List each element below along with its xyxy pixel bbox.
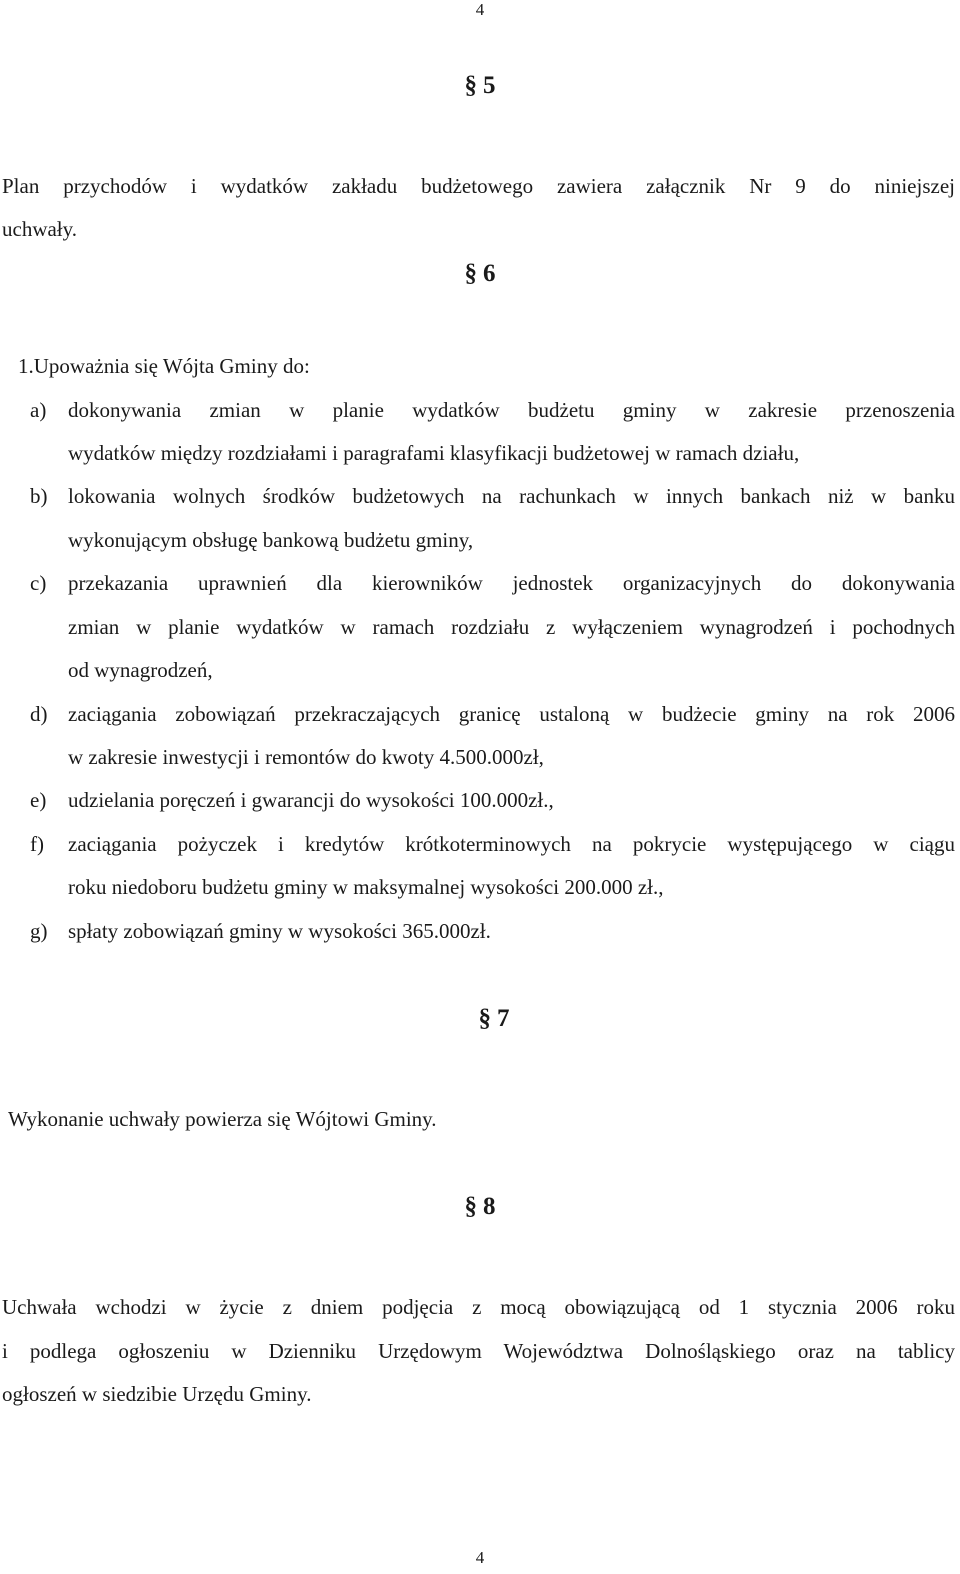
list-item-text: przekazania uprawnień dla kierowników jednostek organizacyjnych do dokonywania <box>68 571 955 595</box>
list-item-letter: a) <box>30 398 47 422</box>
page-number-bottom: 4 <box>475 1548 485 1567</box>
list-item-letter: e) <box>30 788 47 812</box>
list-item-a-cont: wydatków między rozdziałami i paragrafami klasyfikacji budżetowej w ramach działu, <box>68 441 800 465</box>
section-heading-6 <box>0 260 960 288</box>
section-number: 8 <box>483 1193 496 1220</box>
list-item-text: zaciągania pożyczek i kredytów krótkoterminowych na pokrycie występującego w ciągu <box>68 832 955 856</box>
s8-text-line-1: Uchwała wchodzi w życie z dniem podjęcia z mocą obowiązującą od 1 stycznia 2006 roku <box>2 1295 955 1319</box>
section-number: 7 <box>497 1005 510 1032</box>
section-number: 6 <box>483 260 496 287</box>
s8-text-line-2: i podlega ogłoszeniu w Dzienniku Urzędowym Województwa Dolnośląskiego oraz na tablicy <box>2 1339 955 1363</box>
list-item-letter: d) <box>30 702 48 726</box>
s5-text-line-2: uchwały. <box>2 217 78 241</box>
list-item-f-cont: roku niedoboru budżetu gminy w maksymalnej wysokości 200.000 zł., <box>68 875 664 899</box>
list-item-d-cont: w zakresie inwestycji i remontów do kwoty 4.500.000zł, <box>68 745 544 769</box>
section-number: 5 <box>483 72 496 99</box>
s7-text: Wykonanie uchwały powierza się Wójtowi Gminy. <box>8 1107 437 1131</box>
section-heading-5 <box>0 72 960 100</box>
s8-text-line-3: ogłoszeń w siedzibie Urzędu Gminy. <box>2 1382 312 1406</box>
list-item-text: zaciągania zobowiązań przekraczających granicę ustaloną w budżecie gminy na rok 2006 <box>68 702 955 726</box>
section-symbol: § <box>464 72 477 99</box>
section-symbol: § <box>464 260 477 287</box>
list-item-text: udzielania poręczeń i gwarancji do wysokości 100.000zł., <box>68 788 554 812</box>
s6-intro: 1.Upoważnia się Wójta Gminy do: <box>18 354 310 378</box>
list-item-text: dokonywania zmian w planie wydatków budżetu gminy w zakresie przenoszenia <box>68 398 955 422</box>
section-heading-7 <box>14 1005 960 1033</box>
list-item-text: lokowania wolnych środków budżetowych na rachunkach w innych bankach niż w banku <box>68 484 955 508</box>
list-item-letter: c) <box>30 571 47 595</box>
list-item-letter: f) <box>30 832 44 856</box>
list-item-c-cont-1: zmian w planie wydatków w ramach rozdziału z wyłączeniem wynagrodzeń i pochodnych <box>68 615 955 639</box>
list-item-text: spłaty zobowiązań gminy w wysokości 365.000zł. <box>68 919 491 943</box>
list-item-letter: b) <box>30 484 48 508</box>
list-item-letter: g) <box>30 919 48 943</box>
list-item-c-cont-2: od wynagrodzeń, <box>68 658 213 682</box>
section-symbol: § <box>478 1005 491 1032</box>
s5-text-line-1: Plan przychodów i wydatków zakładu budżetowego zawiera załącznik Nr 9 do niniejszej <box>2 174 955 198</box>
page-number-top: 4 <box>475 0 485 19</box>
list-item-b-cont: wykonującym obsługę bankową budżetu gminy, <box>68 528 474 552</box>
section-heading-8 <box>0 1193 960 1221</box>
section-symbol: § <box>464 1193 477 1220</box>
